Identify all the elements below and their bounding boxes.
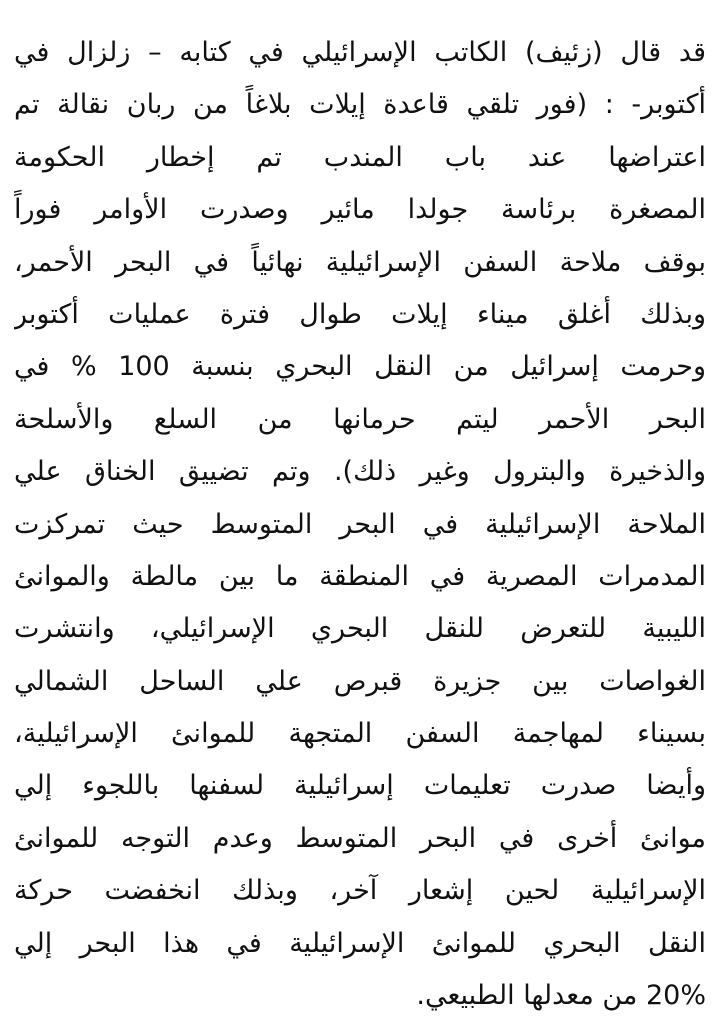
text-line-15: وأيضا صدرت تعليمات إسرائيلية لسفنها باللجوء إلي [14, 770, 706, 802]
text-line-14: بسيناء لمهاجمة السفن المتجهة للموانئ الإسرائيلية، [14, 718, 706, 750]
text-line-10: الملاحة الإسرائيلية في البحر المتوسط حيث تمركزت [14, 508, 706, 540]
text-line-2: أكتوبر- : (فور تلقي قاعدة إيلات بلاغاً من ربان نقالة تم [14, 89, 706, 121]
text-line-19: 20% من معدلها الطبيعي. [416, 980, 706, 1012]
text-line-4: المصغرة برئاسة جولدا مائير وصدرت الأوامر فوراً [14, 194, 706, 226]
text-line-9: والذخيرة والبترول وغير ذلك). وتم تضييق الخناق علي [14, 456, 706, 488]
text-line-16: موانئ أخرى في البحر المتوسط وعدم التوجه للموانئ [14, 822, 706, 854]
text-line-17: الإسرائيلية لحين إشعار آخر، وبذلك انخفضت حركة [14, 875, 706, 907]
text-line-11: المدمرات المصرية في المنطقة ما بين مالطة والموانئ [14, 560, 706, 592]
text-line-7: وحرمت إسرائيل من النقل البحري بنسبة 100 % في [14, 351, 706, 383]
text-line-18: النقل البحري للموانئ الإسرائيلية في هذا البحر إلي [14, 927, 706, 959]
text-line-5: بوقف ملاحة السفن الإسرائيلية نهائياً في البحر الأحمر، [14, 246, 706, 278]
text-line-12: الليبية للتعرض للنقل البحري الإسرائيلي، وانتشرت [14, 613, 706, 645]
text-line-3: اعتراضها عند باب المندب تم إخطار الحكومة [14, 141, 706, 173]
text-line-8: البحر الأحمر ليتم حرمانها من السلع والأسلحة [14, 403, 706, 435]
text-line-6: وبذلك أغلق ميناء إيلات طوال فترة عمليات أكتوبر [14, 298, 706, 330]
article-paragraph [14, 27, 706, 1022]
text-line-13: الغواصات بين جزيرة قبرص علي الساحل الشمالي [14, 665, 706, 697]
text-line-1: قد قال (زئيف) الكاتب الإسرائيلي في كتابه – زلزال في [14, 37, 706, 68]
